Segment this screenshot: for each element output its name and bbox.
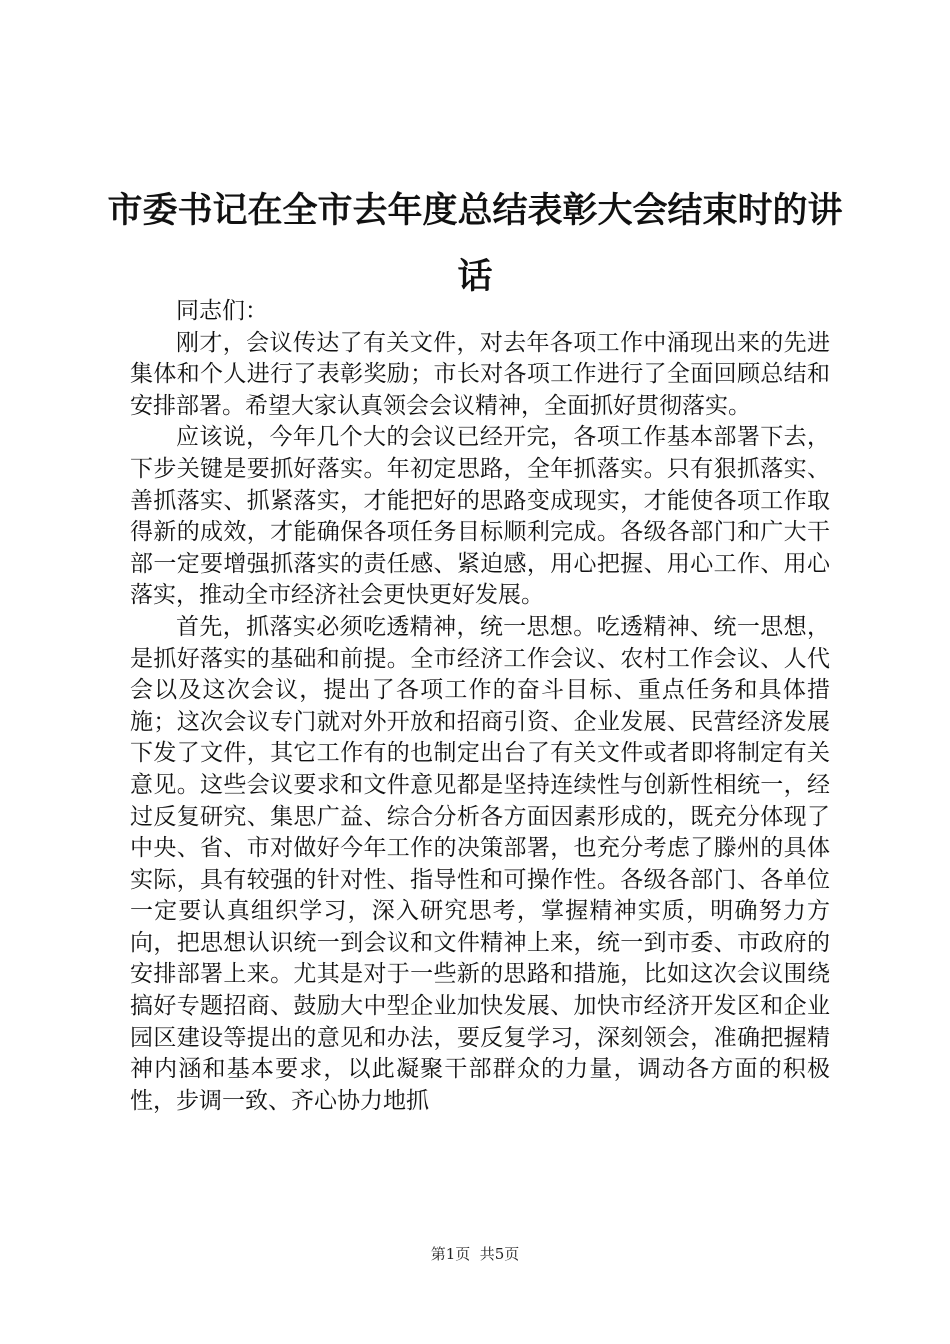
body-paragraph: 刚才，会议传达了有关文件，对去年各项工作中涌现出来的先进集体和个人进行了表彰奖励；市长对各项工作进行了全面回顾总结和安排部署。希望大家认真领会会议精神，全面抓好贯彻落实。	[130, 329, 830, 419]
page-number: 第1页 共5页	[430, 1245, 520, 1263]
body-paragraph: 首先，抓落实必须吃透精神，统一思想。吃透精神、统一思想，是抓好落实的基础和前提。全市经济工作会议、农村工作会议、人代会以及这次会议，提出了各项工作的奋斗目标、重点任务和具体措施；这次会议专门就对外开放和招商引资、企业发展、民营经济发展下发了文件，其它工作有的也制定出台了有关文件或者即将制定有关意见。这些会议要求和文件意见都是坚持连续性与创新性相统一，经过反复研究、集思广益、综合分析各方面因素形成的，既充分体现了中央、省、市对做好今年工作的决策部署，也充分考虑了滕州的具体实际，具有较强的针对性、指导性和可操作性。各级各部门、各单位一定要认真组织学习，深入研究思考，掌握精神实质，明确努力方向，把思想认识统一到会议和文件精神上来，统一到市委、市政府的安排部署上来。尤其是对于一些新的思路和措施，比如这次会议围绕搞好专题招商、鼓励大中型企业加快发展、加快市经济开发区和企业园区建设等提出的意见和办法，要反复学习，深刻领会，准确把握精神内涵和基本要求，以此凝聚干部群众的力量，调动各方面的积极性，步调一致、齐心协力地抓	[130, 613, 830, 1114]
document-title: 市委书记在全市去年度总结表彰大会结束时的讲话	[107, 191, 843, 297]
document-body	[130, 296, 830, 1117]
salutation-paragraph: 同志们：	[176, 298, 268, 324]
page-footer	[0, 1244, 950, 1264]
body-paragraph: 应该说，今年几个大的会议已经开完，各项工作基本部署下去，下步关键是要抓好落实。年初定思路，全年抓落实。只有狠抓落实、善抓落实、抓紧落实，才能把好的思路变成现实，才能使各项工作取得新的成效，才能确保各项任务目标顺利完成。各级各部门和广大干部一定要增强抓落实的责任感、紧迫感，用心把握、用心工作、用心落实，推动全市经济社会更快更好发展。	[130, 424, 830, 609]
